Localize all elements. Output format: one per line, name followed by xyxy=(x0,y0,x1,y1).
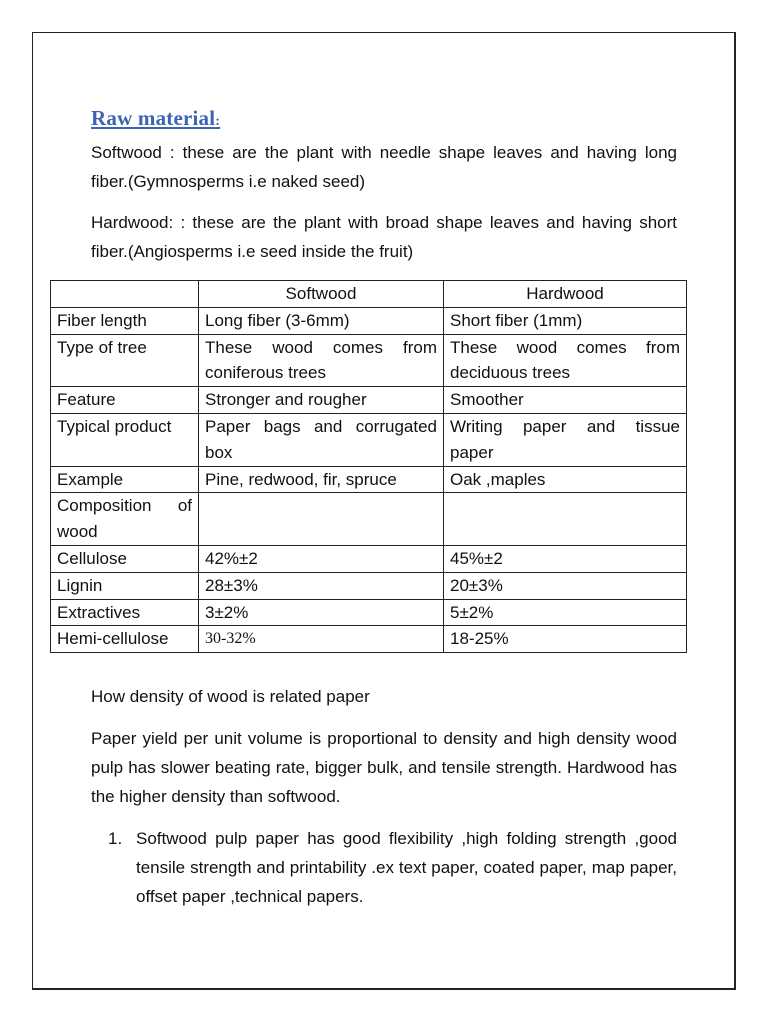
row-label: Cellulose xyxy=(51,545,199,572)
softwood-cell: 30-32% xyxy=(199,626,444,653)
table-row xyxy=(51,599,687,626)
hardwood-cell: 5±2% xyxy=(444,599,687,626)
row-label: Extractives xyxy=(51,599,199,626)
softwood-cell: These wood comes from coniferous trees xyxy=(199,334,444,387)
table-row xyxy=(51,307,687,334)
hardwood-cell: Oak ,maples xyxy=(444,466,687,493)
softwood-cell: Stronger and rougher xyxy=(199,387,444,414)
hardwood-cell: 45%±2 xyxy=(444,545,687,572)
row-label: Type of tree xyxy=(51,334,199,387)
softwood-cell: 42%±2 xyxy=(199,545,444,572)
softwood-cell: Paper bags and corrugated box xyxy=(199,413,444,466)
header-cell-empty xyxy=(51,281,199,308)
hardwood-cell: 18-25% xyxy=(444,626,687,653)
softwood-cell: Pine, redwood, fir, spruce xyxy=(199,466,444,493)
row-label: Feature xyxy=(51,387,199,414)
list-item xyxy=(108,824,677,911)
table-row xyxy=(51,387,687,414)
heading-colon: : xyxy=(215,114,221,129)
header-cell-softwood: Softwood xyxy=(199,281,444,308)
hardwood-cell: These wood comes from deciduous trees xyxy=(444,334,687,387)
table-header-row xyxy=(51,281,687,308)
hardwood-cell xyxy=(444,493,687,546)
table-row xyxy=(51,626,687,653)
table-row xyxy=(51,493,687,546)
table-row xyxy=(51,466,687,493)
hardwood-paragraph: Hardwood: : these are the plant with broad shape leaves and having short fiber.(Angiosperms i.e seed inside the fruit) xyxy=(91,213,677,261)
list-item-text: Softwood pulp paper has good flexibility ,high folding strength ,good tensile strength and printability .ex text paper, coated paper, map paper, offset paper ,technical papers. xyxy=(136,829,677,906)
row-label: Typical product xyxy=(51,413,199,466)
softwood-cell: 3±2% xyxy=(199,599,444,626)
table-row xyxy=(51,572,687,599)
density-paragraph: Paper yield per unit volume is proportional to density and high density wood pulp has slower beating rate, bigger bulk, and tensile strength. Hardwood has the higher density than softwood. xyxy=(91,729,677,806)
softwood-cell xyxy=(199,493,444,546)
softwood-cell: Long fiber (3-6mm) xyxy=(199,307,444,334)
hardwood-cell: 20±3% xyxy=(444,572,687,599)
row-label: Composition of wood xyxy=(51,493,199,546)
softwood-cell: 28±3% xyxy=(199,572,444,599)
row-label: Lignin xyxy=(51,572,199,599)
row-label: Fiber length xyxy=(51,307,199,334)
table-row xyxy=(51,545,687,572)
section-heading xyxy=(91,106,220,131)
list-item-number: 1. xyxy=(108,829,123,848)
table-row xyxy=(51,413,687,466)
hardwood-cell: Smoother xyxy=(444,387,687,414)
table-row xyxy=(51,334,687,387)
header-cell-hardwood: Hardwood xyxy=(444,281,687,308)
density-title: How density of wood is related paper xyxy=(91,687,370,706)
numbered-list xyxy=(108,824,677,911)
row-label: Hemi-cellulose xyxy=(51,626,199,653)
hardwood-cell: Short fiber (1mm) xyxy=(444,307,687,334)
softwood-paragraph: Softwood : these are the plant with needle shape leaves and having long fiber.(Gymnosperms i.e naked seed) xyxy=(91,143,677,191)
hardwood-cell: Writing paper and tissue paper xyxy=(444,413,687,466)
comparison-table xyxy=(50,280,687,653)
row-label: Example xyxy=(51,466,199,493)
heading-text: Raw material xyxy=(91,106,216,130)
